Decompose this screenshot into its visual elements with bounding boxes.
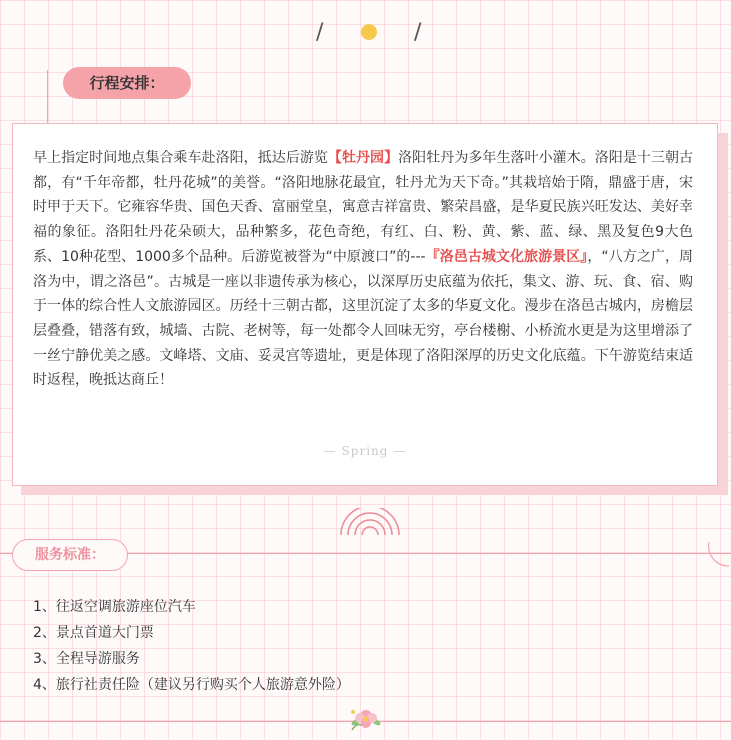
itinerary-heading: 行程安排： — [63, 67, 191, 99]
vertical-divider — [47, 70, 48, 124]
itinerary-text: ，“八方之广，周洛为中，谓之洛邑”。古城是一座以非遗传承为核心，以深厚历史底蕴为依托，集文、游、玩、食、宿、购于一体的综合性人文旅游园区。历经十三朝古都，这里沉淀了太多的华夏文化。漫步在洛邑古城内，房檐层层叠叠，错落有致，城墙、古院、老树等，每一处都令人回味无穷，亭台楼榭、小桥流水更是为这里增添了一丝宁静优美之感。文峰塔、文庙、妥灵宫等遗址，更是体现了洛阳深厚的历史文化底蕴。下午游览结束适时返程，晚抵达商丘！ — [33, 248, 693, 389]
spring-footer: — Spring — — [323, 444, 407, 458]
list-item: 1、往返空调旅游座位汽车 — [33, 599, 196, 615]
highlight-luoyi-ancient-city: 『洛邑古城文化旅游景区』 — [425, 248, 588, 265]
sun-icon — [361, 24, 377, 40]
highlight-peony-garden: 【牡丹园】 — [327, 150, 399, 166]
list-item: 2、景点首道大门票 — [33, 625, 154, 641]
itinerary-text: 早上指定时间地点集合乘车赴洛阳，抵达后游览 — [33, 150, 328, 166]
itinerary-text: 洛阳牡丹为多年生落叶小灌木。洛阳是十三朝古都，有“千年帝都，牡丹花城”的美誉。“洛阳地脉花最宜，牡丹尤为天下奇。”其栽培始于隋，鼎盛于唐，宋时甲于天下。它雍容华贵、国色天香、富丽堂皇，寓意吉祥富贵、繁荣昌盛，是华夏民族兴旺发达、美好幸福的象征。洛阳牡丹花朵硕大，品种繁多，花色奇绝，有红、白、粉、黄、紫、蓝、绿、黑及复色9大色系、10种花型、1000多个品种。后游览被誉为“中原渡口”的--- — [33, 150, 694, 265]
itinerary-card — [12, 123, 718, 486]
slash-right-icon: / — [414, 20, 422, 45]
slash-left-icon: / — [316, 20, 324, 45]
corner-arc-icon — [707, 540, 731, 568]
wave-arcs-icon — [339, 508, 401, 536]
top-decoration — [0, 0, 731, 60]
service-list — [33, 594, 350, 698]
list-item: 4、旅行社责任险（建议另行购买个人旅游意外险） — [33, 677, 350, 693]
itinerary-paragraph — [33, 146, 693, 393]
flower-icon — [344, 704, 388, 740]
list-item: 3、全程导游服务 — [33, 651, 140, 667]
service-heading: 服务标准： — [12, 539, 128, 571]
